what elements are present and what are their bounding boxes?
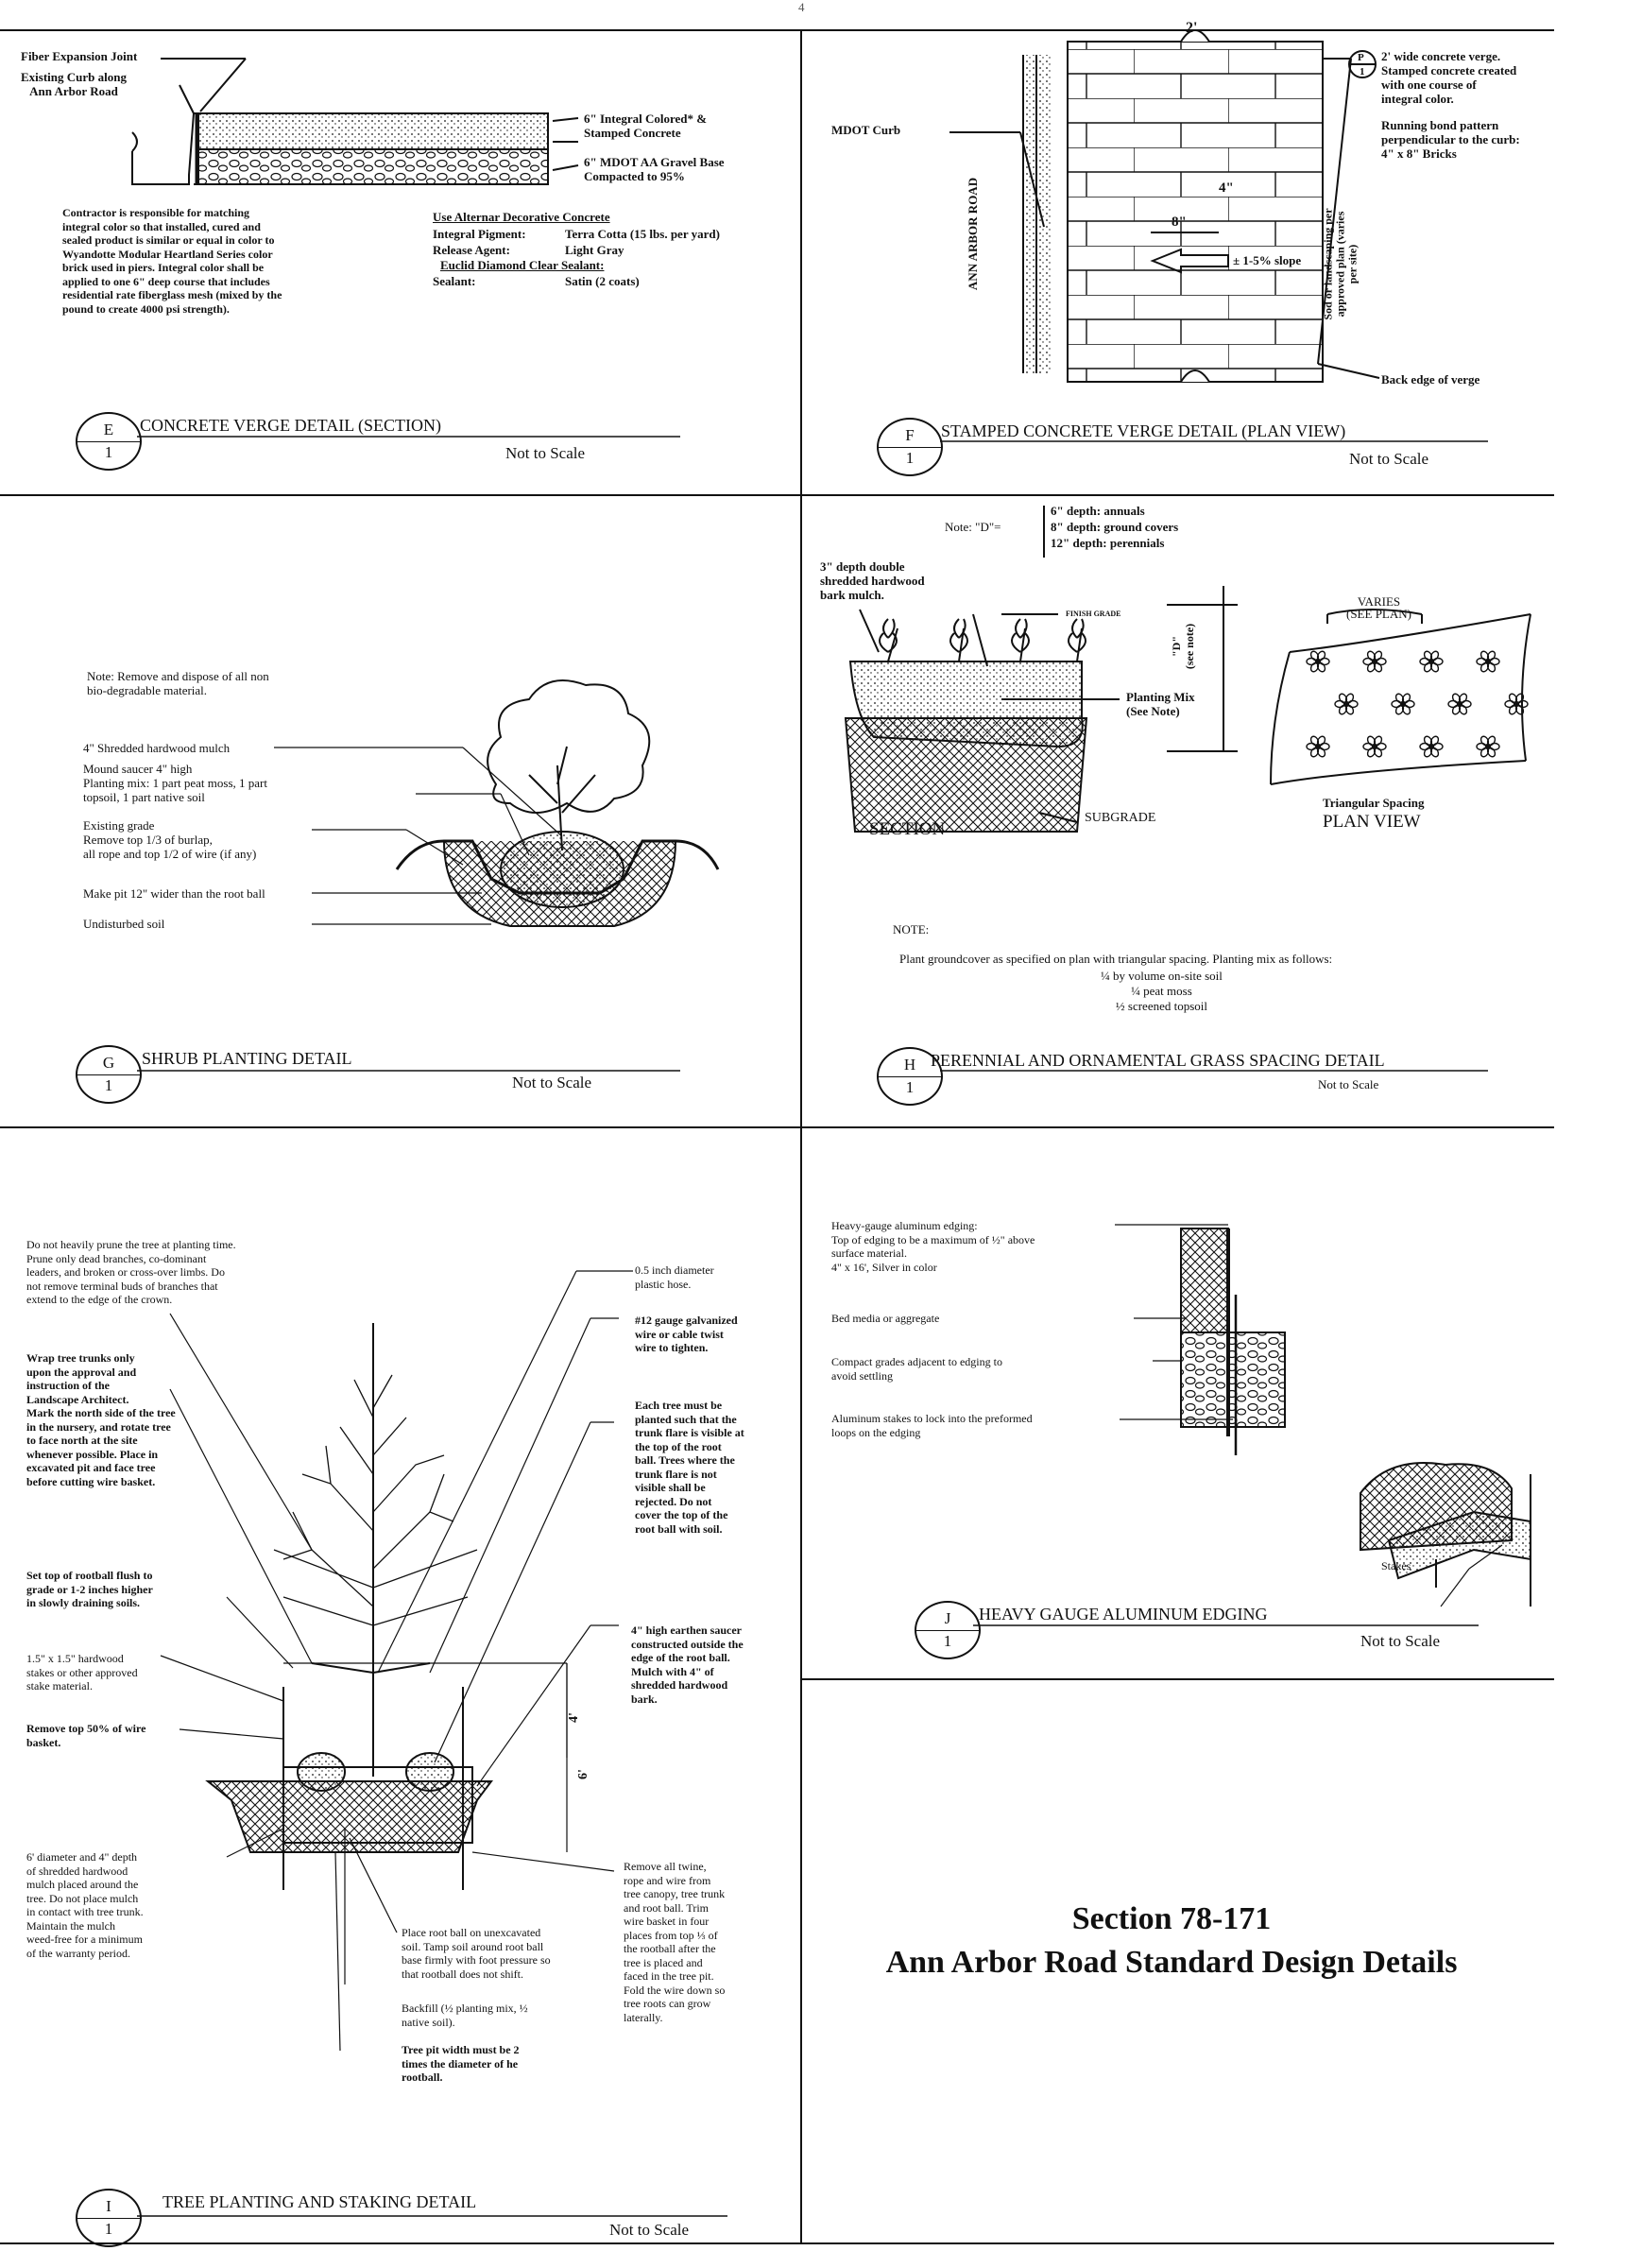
dim-verge-width: 2' bbox=[1186, 20, 1198, 36]
detail-badge-h: H 1 bbox=[877, 1047, 943, 1106]
wrap-note: Wrap tree trunks only upon the approval and instruction of the Landscape Architect. Mark the north side of the tree in the nursery, and rotate tree to face north at the site whenever possible. Place in excavated pit and face tree before cutting wire basket. bbox=[26, 1351, 176, 1488]
section-title: Ann Arbor Road Standard Design Details bbox=[885, 1945, 1458, 1980]
spec-pigment-key: Integral Pigment: bbox=[433, 227, 526, 241]
scale-i: Not to Scale bbox=[609, 2221, 690, 2239]
callout-saucer: Mound saucer 4" high Planting mix: 1 part peat moss, 1 part topsoil, 1 part native soil bbox=[83, 762, 267, 804]
sealant-key: Sealant: bbox=[433, 274, 476, 288]
spec-pigment-value: Terra Cotta (15 lbs. per yard) bbox=[565, 227, 720, 241]
contractor-note: Contractor is responsible for matching integral color so that installed, cured and sealed product is similar or equal in color to Wyandotte Modular Heartland Series color brick used in piers. Integral color shall be applied to one 6" deep course that includes residential rate fiberglass mesh (mixed by the pound to create 4000 psi strength). bbox=[62, 206, 282, 316]
detail-title-j: HEAVY GAUGE ALUMINUM EDGING bbox=[979, 1605, 1268, 1624]
section-label: SECTION bbox=[869, 819, 946, 839]
detail-title-g: SHRUB PLANTING DETAIL bbox=[142, 1049, 352, 1068]
root-ball-placement-note: Place root ball on unexcavated soil. Tamp soil around root ball base firmly with foot pressure so that rootball does not shift. bbox=[402, 1926, 551, 1981]
road-label: ANN ARBOR ROAD bbox=[966, 177, 981, 291]
back-edge-label: Back edge of verge bbox=[1381, 372, 1480, 387]
scale-g: Not to Scale bbox=[512, 1074, 592, 1091]
spec-release-key: Release Agent: bbox=[433, 243, 510, 257]
detail-title-h: PERENNIAL AND ORNAMENTAL GRASS SPACING DETAIL bbox=[931, 1051, 1385, 1070]
wire-note: #12 gauge galvanized wire or cable twist wire to tighten. bbox=[635, 1314, 738, 1354]
biodegradable-note: Note: Remove and dispose of all non bio-degradable material. bbox=[87, 669, 269, 697]
detail-title-e: CONCRETE VERGE DETAIL (SECTION) bbox=[140, 416, 442, 435]
scale-e: Not to Scale bbox=[505, 444, 586, 462]
mulch-label: 3" depth double shredded hardwood bark mulch. bbox=[820, 559, 925, 602]
callout-soil: Undisturbed soil bbox=[83, 917, 165, 931]
detail-badge-g: G 1 bbox=[76, 1045, 142, 1104]
callout-mulch: 4" Shredded hardwood mulch bbox=[83, 741, 231, 755]
planting-mix-label: Planting Mix (See Note) bbox=[1126, 690, 1195, 718]
plan-view-flowers bbox=[1307, 650, 1528, 758]
gravel-label: 6" MDOT AA Gravel Base Compacted to 95% bbox=[584, 155, 725, 183]
dim-6ft: 6' bbox=[575, 1769, 590, 1779]
sealant-value: Satin (2 coats) bbox=[565, 274, 640, 288]
detail-title-i: TREE PLANTING AND STAKING DETAIL bbox=[162, 2192, 477, 2211]
depth-list: 6" depth: annuals 8" depth: ground covers 12" depth: perennials bbox=[1051, 504, 1179, 550]
edging-callout: Heavy-gauge aluminum edging: Top of edging to be a maximum of ½" above surface material. 4" x 16', Silver in color bbox=[831, 1219, 1035, 1274]
verge-note: 2' wide concrete verge. Stamped concrete created with one course of integral color. bbox=[1381, 49, 1517, 106]
stakes-label: Stakes bbox=[1381, 1559, 1411, 1572]
detail-badge-i: I 1 bbox=[76, 2189, 142, 2247]
twine-note: Remove all twine, rope and wire from tree canopy, tree trunk and root ball. Trim wire basket in four places from top ⅓ of the rootball after the tree is placed and faced in the tree pit. Fold the wire down so tree roots can grow laterally. bbox=[624, 1860, 726, 2024]
hose-note: 0.5 inch diameter plastic hose. bbox=[635, 1263, 714, 1291]
wire-basket-note: Remove top 50% of wire basket. bbox=[26, 1722, 146, 1749]
detail-badge-e: E 1 bbox=[76, 412, 142, 471]
bed-media-callout: Bed media or aggregate bbox=[831, 1312, 940, 1325]
plan-view-label: PLAN VIEW bbox=[1323, 812, 1421, 832]
section-number: Section 78-171 bbox=[1071, 1901, 1272, 1936]
spec-title: Use Alternar Decorative Concrete bbox=[433, 210, 610, 224]
dim-d-label: "D" (see note) bbox=[1170, 623, 1197, 670]
planting-mix-ratios: ¼ by volume on-site soil ¼ peat moss ½ screened topsoil bbox=[1101, 969, 1223, 1013]
mdot-curb-label: MDOT Curb bbox=[831, 123, 901, 137]
triangular-label: Triangular Spacing bbox=[1323, 796, 1425, 810]
compact-callout: Compact grades adjacent to edging to avoid settling bbox=[831, 1355, 1002, 1383]
scale-f: Not to Scale bbox=[1349, 450, 1429, 468]
subgrade-label: SUBGRADE bbox=[1085, 811, 1156, 825]
running-bond-note: Running bond pattern perpendicular to the curb: 4" x 8" Bricks bbox=[1381, 118, 1520, 161]
spec-release-value: Light Gray bbox=[565, 243, 624, 257]
callout-sheet-p: 1 bbox=[1360, 66, 1365, 77]
callout-grade: Existing grade Remove top 1/3 of burlap, all rope and top 1/2 of wire (if any) bbox=[83, 818, 257, 861]
concrete-label: 6" Integral Colored* & Stamped Concrete bbox=[584, 112, 708, 140]
groundcover-note: Plant groundcover as specified on plan with triangular spacing. Planting mix as follows: bbox=[899, 952, 1333, 966]
slope-label: ± 1-5% slope bbox=[1233, 253, 1302, 267]
callout-letter-p: P bbox=[1358, 52, 1364, 63]
saucer-note: 4" high earthen saucer constructed outside the edge of the root ball. Mulch with 4" of shredded hardwood bark. bbox=[631, 1624, 744, 1706]
expansion-joint-label: Fiber Expansion Joint bbox=[21, 49, 138, 63]
scale-j: Not to Scale bbox=[1360, 1632, 1441, 1650]
finish-grade-label: FINISH GRADE bbox=[1066, 610, 1121, 618]
stakes-note: 1.5" x 1.5" hardwood stakes or other approved stake material. bbox=[26, 1652, 138, 1692]
backfill-note: Backfill (½ planting mix, ½ native soil). bbox=[402, 2002, 528, 2029]
pit-width-note: Tree pit width must be 2 times the diameter of he rootball. bbox=[402, 2043, 520, 2084]
note-title: NOTE: bbox=[893, 922, 930, 936]
varies-label: VARIES (SEE PLAN) bbox=[1346, 594, 1411, 621]
mulch-ring-note: 6' diameter and 4" depth of shredded hardwood mulch placed around the tree. Do not place mulch in contact with tree trunk. Maintain the mulch weed-free for a minimum of the warranty period. bbox=[26, 1850, 144, 1960]
dim-8in: 8" bbox=[1172, 215, 1187, 230]
detail-badge-j: J 1 bbox=[915, 1601, 981, 1659]
dim-4in: 4" bbox=[1219, 180, 1234, 196]
scale-h: Not to Scale bbox=[1318, 1077, 1379, 1091]
stakes-callout: Aluminum stakes to lock into the preformed loops on the edging bbox=[831, 1412, 1033, 1439]
page-number: 4 bbox=[798, 0, 805, 14]
callout-pit: Make pit 12" wider than the root ball bbox=[83, 886, 265, 901]
existing-curb-label: Existing Curb along Ann Arbor Road bbox=[21, 70, 127, 98]
pruning-note: Do not heavily prune the tree at planting time. Prune only dead branches, co-dominant leaders, and broken or cross-over limbs. Do not remove terminal buds of branches that extend to the edge of the crown. bbox=[26, 1238, 236, 1306]
dim-4ft: 4' bbox=[566, 1712, 581, 1723]
rootball-note: Set top of rootball flush to grade or 1-2 inches higher in slowly draining soils. bbox=[26, 1569, 153, 1609]
detail-badge-f: F 1 bbox=[877, 418, 943, 476]
trunk-flare-note: Each tree must be planted such that the trunk flare is visible at the top of the root ball. Trees where the trunk flare is not visible shall be rejected. Do not cover the top of the root ball with soil. bbox=[635, 1399, 744, 1536]
sod-label: Sod or landscaping per approved plan (varies per site) bbox=[1321, 208, 1360, 320]
note-d-label: Note: "D"= bbox=[945, 520, 1001, 534]
detail-title-f: STAMPED CONCRETE VERGE DETAIL (PLAN VIEW) bbox=[941, 421, 1346, 440]
sealant-title: Euclid Diamond Clear Sealant: bbox=[440, 258, 605, 272]
